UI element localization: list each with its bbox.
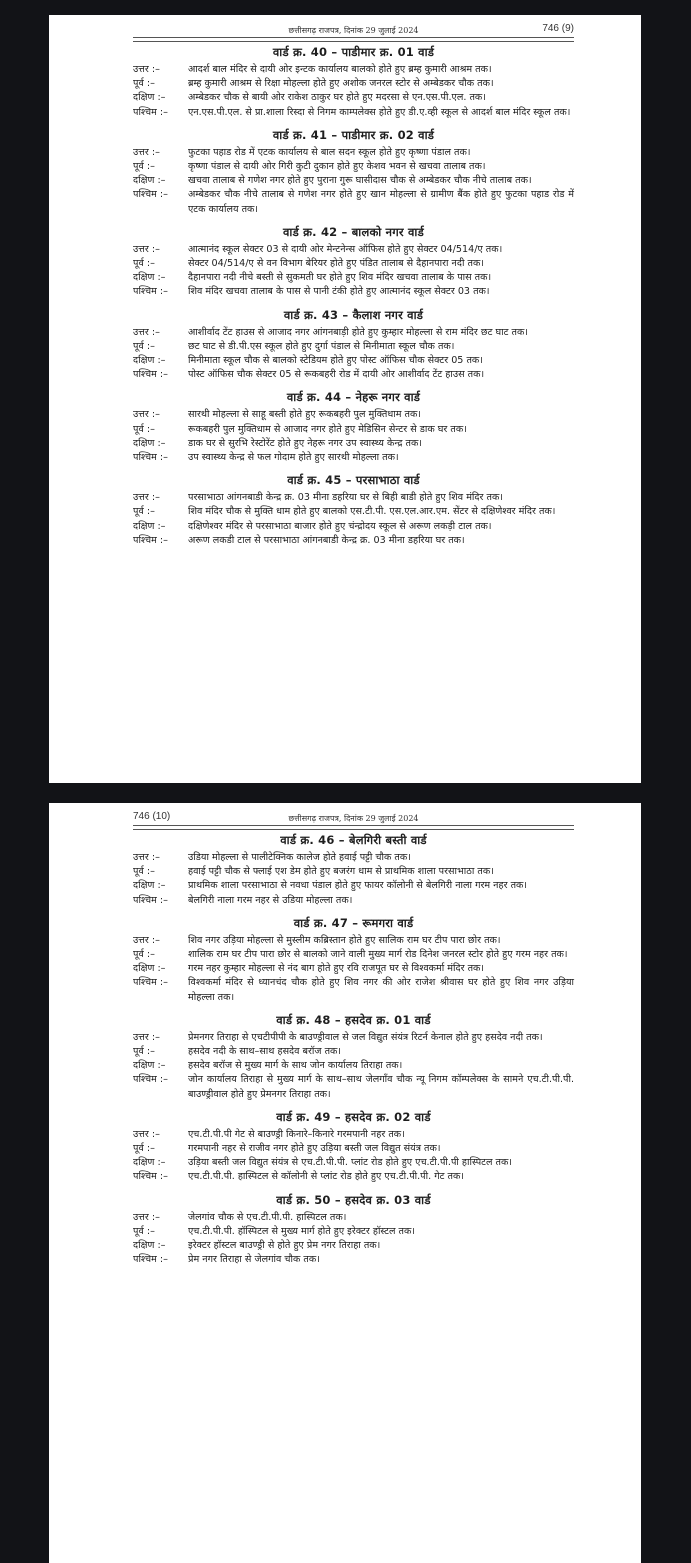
- boundary-direction: उत्तर :–: [133, 243, 160, 255]
- boundary-row: [133, 1059, 574, 1073]
- boundary-description: जोन कार्यालय तिराहा से मुख्य मार्ग के साथ–साथ जेलगाँव चौक न्यू निगम कॉम्पलेक्स के सामने एच.टी.पी.पी. बाउण्ड्रीवाल होते हुए प्रेमनगर तिराहा तक।: [188, 1074, 574, 1100]
- boundary-description: छट घाट से डी.पी.एस स्कूल होते हुए दुर्गा पंडाल से मिनीमाता स्कूल चौक तक।: [188, 340, 455, 352]
- boundary-direction: दक्षिण :–: [133, 355, 166, 367]
- ward-section: [133, 128, 574, 217]
- boundary-direction: उत्तर :–: [133, 934, 160, 946]
- boundary-row: [133, 1156, 574, 1170]
- boundary-row: [133, 368, 574, 382]
- boundary-row: [133, 851, 574, 865]
- boundary-direction: पश्चिम :–: [133, 977, 168, 989]
- boundary-direction: उत्तर :–: [133, 64, 160, 75]
- ward-title: वार्ड क्र. 48 – हसदेव क्र. 01 वार्ड: [276, 1012, 431, 1027]
- boundary-description: पोस्ट ऑफिस चौक सेक्टर 05 से रूकबहरी रोड में दायी ओर आशीर्वाद टेंट हाउस तक।: [188, 369, 485, 381]
- boundary-description: आशीर्वाद टेंट हाउस से आजाद नगर आंगनबाड़ी होते हुए कुम्हार मोहल्ला से राम मंदिर छट घाट तक।: [188, 326, 529, 338]
- ward-section: [133, 45, 574, 120]
- boundary-direction: उत्तर :–: [133, 326, 160, 338]
- boundary-description: एच.टी.पी.पी गेट से बाउण्ड्री किनारे–किनारे गरमपानी नहर तक।: [188, 1128, 405, 1140]
- boundary-description: प्रेमनगर तिराहा से एचटीपीपी के बाउण्ड्रीवाल से जल विद्युत संयंत्र रिटर्न केनाल होते हुए हसदेव नदी तक।: [188, 1031, 543, 1043]
- boundary-row: [133, 243, 574, 257]
- boundary-direction: दक्षिण :–: [133, 880, 166, 892]
- boundary-direction: दक्षिण :–: [133, 92, 166, 104]
- boundary-direction: दक्षिण :–: [133, 437, 166, 449]
- boundary-description: शिव मंदिर खचवा तालाब के पास से पानी टंकी होते हुए आत्मानंद स्कूल सेक्टर 03 तक।: [188, 286, 490, 298]
- boundary-row: [133, 91, 574, 105]
- boundary-row: [133, 1211, 574, 1225]
- boundary-row: [133, 326, 574, 340]
- boundary-direction: दक्षिण :–: [133, 520, 166, 532]
- boundary-description: एच.टी.पी.पी. हास्पिटल से कॉलोनी से प्लांट रोड होते हुए एच.टी.पी.पी. गेट तक।: [188, 1171, 464, 1183]
- boundary-description: फुटका पहाड रोड में एटक कार्यालय से बाल सदन स्कूल होते हुए कृष्णा पंडाल तक।: [188, 146, 471, 158]
- page-content: [133, 803, 574, 1275]
- boundary-direction: उत्तर :–: [133, 1211, 160, 1223]
- boundary-description: परसाभाठा आंगनबाडी केन्द्र क्र. 03 मीना डहरिया घर से बिही बाडी होते हुए शिव मंदिर तक।: [188, 492, 503, 504]
- boundary-row: [133, 879, 574, 893]
- boundary-direction: उत्तर :–: [133, 1128, 160, 1140]
- boundary-row: [133, 865, 574, 879]
- boundary-row: [133, 962, 574, 976]
- ward-title: वार्ड क्र. 44 – नेहरू नगर वार्ड: [286, 390, 421, 405]
- gazette-title: छत्तीसगढ़ राजपत्र, दिनांक 29 जुलाई 2024: [288, 814, 419, 823]
- boundary-direction: पश्चिम :–: [133, 369, 168, 381]
- page-content: [133, 15, 574, 556]
- header-rule: [133, 825, 574, 830]
- boundary-row: [133, 1128, 574, 1142]
- boundary-direction: पूर्व :–: [133, 1225, 155, 1237]
- ward-section: [133, 225, 574, 300]
- boundary-direction: पश्चिम :–: [133, 1171, 168, 1183]
- boundary-direction: उत्तर :–: [133, 852, 160, 863]
- boundary-row: [133, 354, 574, 368]
- boundary-direction: पूर्व :–: [133, 423, 155, 435]
- boundary-direction: पश्चिम :–: [133, 894, 168, 906]
- boundary-direction: पूर्व :–: [133, 78, 155, 90]
- boundary-description: जेलगांव चौक से एच.टी.पी.पी. हास्पिटल तक।: [188, 1211, 347, 1223]
- ward-section: [133, 473, 574, 548]
- boundary-description: सारथी मोहल्ला से साहू बस्ती होते हुए रूकबहरी पुल मुक्तिधाम तक।: [188, 409, 421, 421]
- boundary-description: शिव मंदिर चौक से मुक्ति धाम होते हुए बालको एस.टी.पी. एस.एल.आर.एम. सेंटर से दक्षिणेश्वर मंदिर तक।: [188, 506, 556, 518]
- boundary-row: [133, 188, 574, 216]
- boundary-row: [133, 1253, 574, 1267]
- boundary-row: [133, 1073, 574, 1101]
- ward-title: वार्ड क्र. 46 – बेलगिरी बस्ती वार्ड: [280, 833, 427, 847]
- boundary-direction: दक्षिण :–: [133, 272, 166, 284]
- ward-section: [133, 1013, 574, 1102]
- boundary-row: [133, 948, 574, 962]
- boundary-direction: पश्चिम :–: [133, 106, 168, 118]
- boundary-direction: उत्तर :–: [133, 492, 160, 504]
- boundary-direction: पूर्व :–: [133, 866, 155, 878]
- boundary-row: [133, 451, 574, 465]
- boundary-direction: पूर्व :–: [133, 949, 155, 961]
- boundary-description: प्राथमिक शाला परसाभाठा से नवधा पंडाल होते हुए फायर कॉलोनी से बेलगिरी नाला गरम नहर तक।: [188, 880, 528, 892]
- ward-section: [133, 1110, 574, 1185]
- boundary-direction: उत्तर :–: [133, 146, 160, 158]
- boundary-row: [133, 271, 574, 285]
- ward-title: वार्ड क्र. 47 – रूमगरा वार्ड: [293, 915, 414, 930]
- boundary-description: रूकबहरी पुल मुक्तिधाम से आजाद नगर होते हुए मेडिसिन सेन्टर से डाक घर तक।: [188, 423, 467, 435]
- ward-list: [133, 833, 574, 1267]
- boundary-row: [133, 174, 574, 188]
- boundary-row: [133, 340, 574, 354]
- boundary-row: [133, 976, 574, 1004]
- boundary-description: प्रेम नगर तिराहा से जेलगांव चौक तक।: [188, 1254, 320, 1266]
- boundary-row: [133, 160, 574, 174]
- boundary-description: हसदेव नदी के साथ–साथ हसदेव बरॉज तक।: [188, 1046, 342, 1058]
- boundary-description: दक्षिणेश्वर मंदिर से परसाभाठा बाजार होते हुए चंन्द्रोदय स्कूल से अरूण लकड़ी टाल तक।: [188, 520, 492, 532]
- boundary-direction: पश्चिम :–: [133, 452, 168, 464]
- running-header: [133, 15, 574, 37]
- boundary-description: अरूण लकडी टाल से परसाभाठा आंगनबाडी केन्द्र क्र. 03 मीना डहरिया घर तक।: [188, 534, 465, 546]
- boundary-direction: दक्षिण :–: [133, 1157, 166, 1169]
- boundary-description: एच.टी.पी.पी. हॉस्पिटल से मुख्य मार्ग होते हुए इरेक्टर हॉस्टल तक।: [188, 1225, 416, 1237]
- ward-title: वार्ड क्र. 49 – हसदेव क्र. 02 वार्ड: [276, 1109, 431, 1124]
- boundary-row: [133, 77, 574, 91]
- boundary-description: हसदेव बरॉज से मुख्य मार्ग के साथ जोन कार्यालय तिराहा तक।: [188, 1060, 403, 1072]
- ward-section: [133, 308, 574, 383]
- boundary-direction: पश्चिम :–: [133, 286, 168, 298]
- boundary-row: [133, 285, 574, 299]
- ward-section: [133, 916, 574, 1005]
- ward-section: [133, 1193, 574, 1268]
- boundary-description: गरमपानी नहर से राजीव नगर होते हुए उड़िया बस्ती जल विद्युत संयंत्र तक।: [188, 1143, 441, 1155]
- boundary-direction: पूर्व :–: [133, 161, 155, 173]
- ward-title: वार्ड क्र. 45 – परसाभाठा वार्ड: [287, 473, 420, 488]
- boundary-description: मिनीमाता स्कूल चौक से बालको स्टेडियम होते हुए पोस्ट ऑफिस चौक सेक्टर 05 तक।: [188, 355, 483, 367]
- boundary-row: [133, 894, 574, 908]
- ward-list: [133, 45, 574, 548]
- boundary-row: [133, 1170, 574, 1184]
- boundary-row: [133, 408, 574, 422]
- boundary-direction: दक्षिण :–: [133, 175, 166, 187]
- boundary-row: [133, 106, 574, 120]
- boundary-row: [133, 1142, 574, 1156]
- boundary-row: [133, 146, 574, 160]
- boundary-row: [133, 257, 574, 271]
- boundary-description: उडिया मोहल्ला से पालीटेक्निक कालेज होते हवाई पट्टी चौक तक।: [188, 852, 411, 863]
- boundary-direction: दक्षिण :–: [133, 963, 166, 975]
- page-number: 746 (10): [133, 811, 171, 822]
- ward-section: [133, 390, 574, 465]
- boundary-description: गरम नहर कुम्हार मोहल्ला से नंद बाग होते हुए रवि राजपूत घर से विश्वकर्मा मंदिर तक।: [188, 963, 485, 975]
- running-header: [133, 803, 574, 825]
- boundary-row: [133, 934, 574, 948]
- boundary-description: अम्बेडकर चौक नीचे तालाब से गणेश नगर होते हुए खान मोहल्ला से ग्रामीण बैंक होते हुए फुटका पहाड रोड में एटक कार्यालय तक।: [188, 189, 574, 215]
- boundary-row: [133, 491, 574, 505]
- boundary-description: बेलगिरी नाला गरम नहर से उडिया मोहल्ला तक।: [188, 894, 353, 906]
- gazette-title: छत्तीसगढ़ राजपत्र, दिनांक 29 जुलाई 2024: [288, 26, 419, 35]
- ward-title: वार्ड क्र. 50 – हसदेव क्र. 03 वार्ड: [276, 1192, 431, 1207]
- gazette-page-10: [49, 803, 641, 1563]
- ward-title: वार्ड क्र. 40 – पाडीमार क्र. 01 वार्ड: [272, 45, 435, 59]
- boundary-description: खचवा तालाब से गणेश नगर होते हुए पुराना गुरू घासीदास चौक से अम्बेडकर चौक नीचे तालाब तक।: [188, 175, 532, 187]
- boundary-row: [133, 1225, 574, 1239]
- boundary-direction: पश्चिम :–: [133, 1074, 168, 1086]
- boundary-direction: पूर्व :–: [133, 506, 155, 518]
- boundary-direction: दक्षिण :–: [133, 1060, 166, 1072]
- page-number: 746 (9): [542, 23, 574, 34]
- boundary-description: हवाई पट्टी चौक से फ्लाई एश डेम होते हुए बजरंग धाम से प्राथमिक शाला परसाभाठा तक।: [188, 866, 494, 878]
- header-rule: [133, 37, 574, 42]
- boundary-direction: उत्तर :–: [133, 1031, 160, 1043]
- boundary-direction: पश्चिम :–: [133, 189, 168, 201]
- boundary-description: कृष्णा पंडाल से दायी ओर गिरी कुटी दुकान होते हुए केशव भवन से खचवा तालाब तक।: [188, 161, 486, 173]
- boundary-description: आत्मानंद स्कूल सेक्टर 03 से दायी ओर मेन्टनेन्स ऑफिस होते हुए सेक्टर 04/514/ए तक।: [188, 243, 503, 255]
- boundary-direction: दक्षिण :–: [133, 1240, 166, 1252]
- boundary-row: [133, 505, 574, 519]
- boundary-direction: पूर्व :–: [133, 340, 155, 352]
- boundary-description: आदर्श बाल मंदिर से दायी ओर इन्टक कार्यालय बालको होते हुए ब्रम्ह कुमारी आश्रम तक।: [188, 64, 492, 75]
- boundary-direction: पूर्व :–: [133, 1143, 155, 1155]
- gazette-page-9: [49, 15, 641, 783]
- boundary-row: [133, 520, 574, 534]
- boundary-direction: पूर्व :–: [133, 1046, 155, 1058]
- boundary-row: [133, 437, 574, 451]
- boundary-description: शिव नगर उड़िया मोहल्ला से मुस्लीम कब्रिस्तान होते हुए सालिक राम घर टीप पारा छोर तक।: [188, 934, 501, 946]
- boundary-description: इरेक्टर हॉस्टल बाउण्ड्री से होते हुए प्रेम नगर तिराहा तक।: [188, 1240, 381, 1252]
- boundary-description: उड़िया बस्ती जल विद्युत संयंत्र से एच.टी.पी.पी. प्लांट रोड होते हुए एच.टी.पी.पी हास्पिटल तक।: [188, 1157, 513, 1169]
- boundary-description: सेक्टर 04/514/ए से वन विभाग बेरियर होते हुए पंडित तालाब से दैहानपारा नदी तक।: [188, 258, 484, 270]
- boundary-description: ब्रम्ह कुमारी आश्रम से रिक्षा मोहल्ला होते हुए अशोक जनरल स्टोर से अम्बेडकर चौक तक।: [188, 78, 494, 90]
- boundary-description: दैहानपारा नदी नीचे बस्ती से सुकमती घर होते हुए शिव मंदिर खचवा तालाब के पास तक।: [188, 272, 492, 284]
- boundary-description: एन.एस.पी.एल. से प्रा.शाला रिस्दा से निगम काम्पलेक्स होते हुए डी.ए.व्ही स्कूल से आदर्श बाल मंदिर स्कूल तक।: [188, 106, 571, 118]
- ward-title: वार्ड क्र. 42 – बालको नगर वार्ड: [283, 224, 424, 239]
- boundary-description: विश्वकर्मा मंदिर से ध्यानचंद चौक होते हुए शिव नगर की ओर राजेश श्रीवास घर होते हुए शिव नगर उड़िया मोहल्ला तक।: [188, 977, 574, 1003]
- boundary-row: [133, 1239, 574, 1253]
- boundary-row: [133, 423, 574, 437]
- boundary-description: उप स्वास्थ्य केन्द्र से फल गोदाम होते हुए सारथी मोहल्ला तक।: [188, 452, 399, 464]
- boundary-row: [133, 63, 574, 77]
- boundary-direction: उत्तर :–: [133, 409, 160, 421]
- boundary-row: [133, 1031, 574, 1045]
- boundary-direction: पश्चिम :–: [133, 1254, 168, 1266]
- boundary-row: [133, 1045, 574, 1059]
- ward-title: वार्ड क्र. 41 – पाडीमार क्र. 02 वार्ड: [272, 127, 435, 142]
- ward-section: [133, 833, 574, 908]
- boundary-row: [133, 534, 574, 548]
- boundary-direction: पश्चिम :–: [133, 534, 168, 546]
- boundary-direction: पूर्व :–: [133, 258, 155, 270]
- boundary-description: शालिक राम घर टीप पारा छोर से बालको जाने वाली मुख्य मार्ग रोड दिनेश जनरल स्टोर होते हुए गरम नहर तक।: [188, 949, 568, 961]
- boundary-description: अम्बेडकर चौक से बायी ओर राकेश ठाकुर घर होते हुए मदरसा से एन.एस.पी.एल. तक।: [188, 92, 486, 104]
- ward-title: वार्ड क्र. 43 – कैलाश नगर वार्ड: [283, 307, 424, 322]
- boundary-description: डाक घर से सुरभि रेस्टोरेंट होते हुए नेहरू नगर उप स्वास्थ्य केन्द्र तक।: [188, 437, 422, 449]
